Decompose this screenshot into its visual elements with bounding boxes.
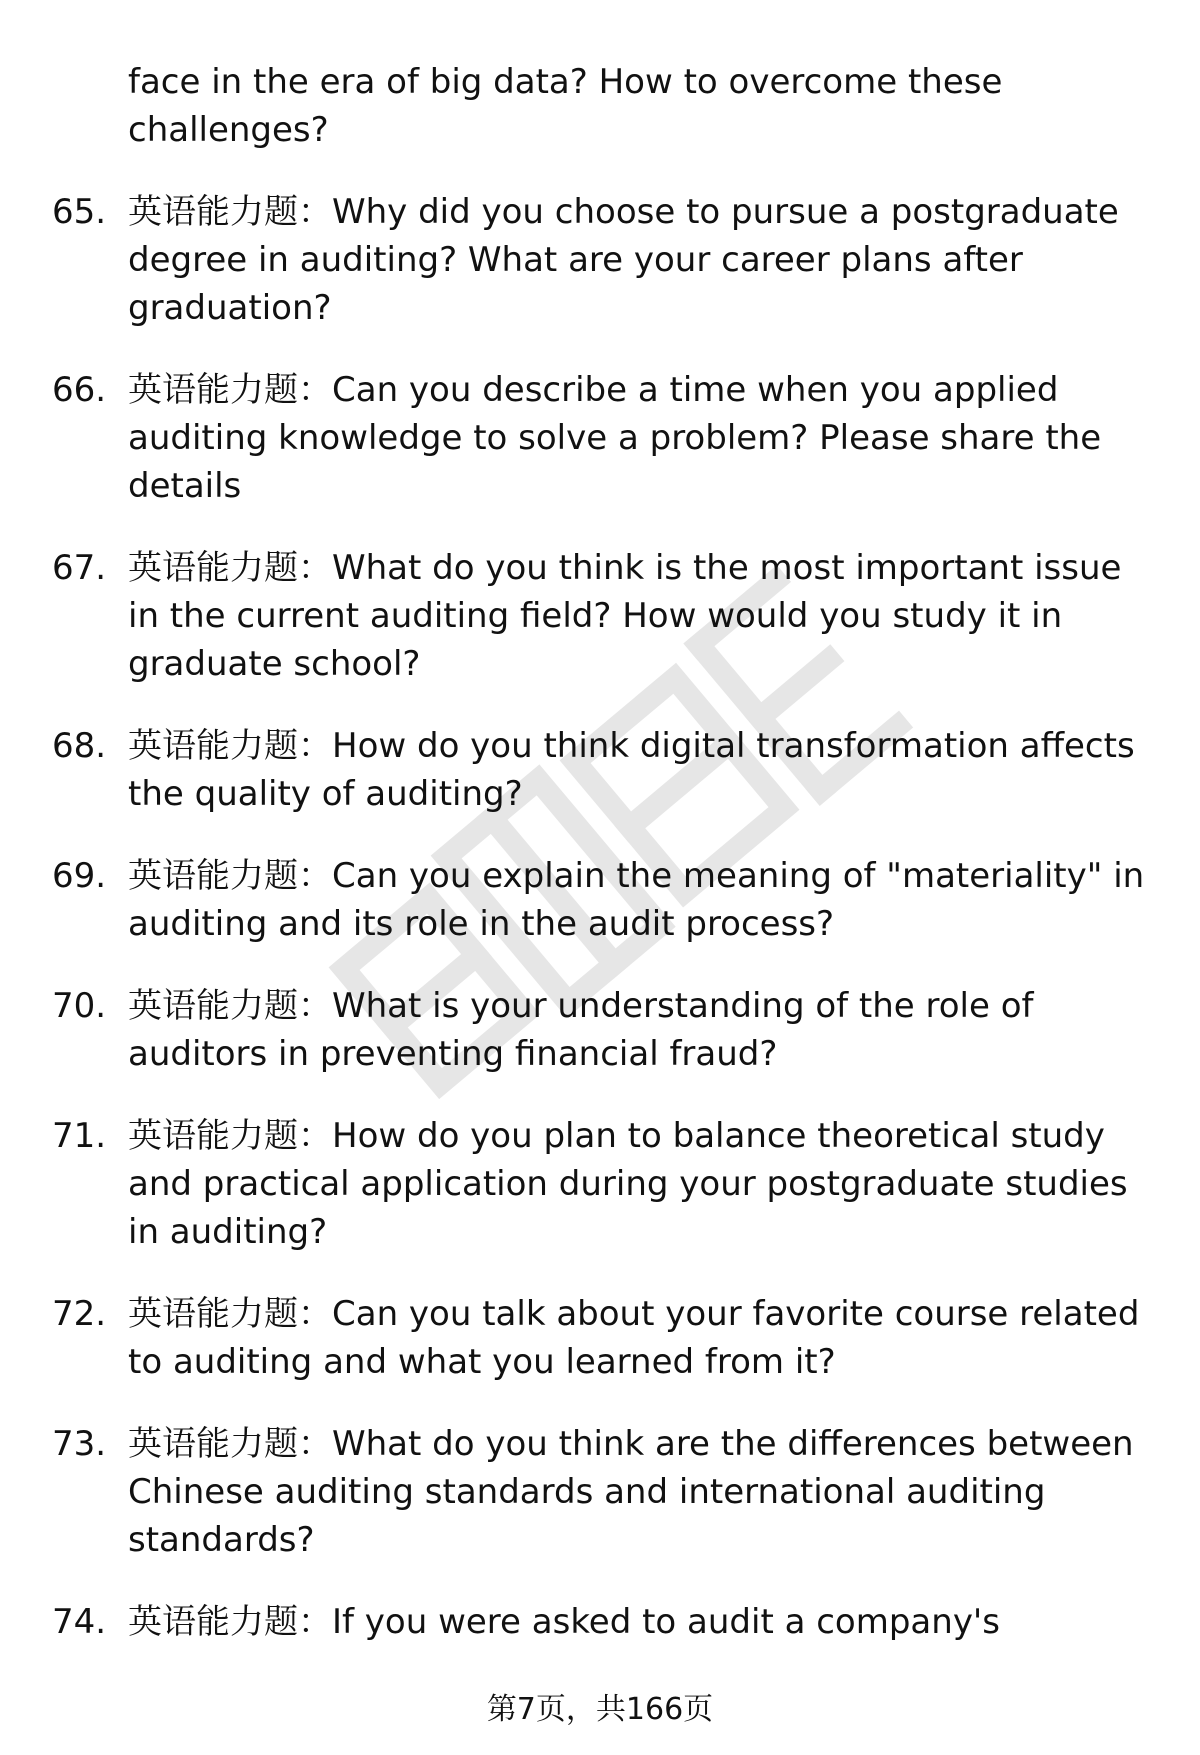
question-text: If you were asked to audit a company's: [332, 1602, 1000, 1642]
question-text: Can you talk about your favorite course related to auditing and what you learned from it?: [128, 1294, 1140, 1382]
question-number: 71.: [52, 1116, 107, 1156]
question-item: [52, 544, 1162, 688]
question-category: 英语能力题：: [128, 1294, 332, 1334]
continued-question-text: face in the era of big data? How to overcome these challenges?: [128, 62, 1003, 150]
question-number: 74.: [52, 1602, 107, 1642]
question-text: What do you think is the most important issue in the current auditing field? How would you study it in graduate school?: [128, 548, 1122, 684]
question-text: How do you think digital transformation affects the quality of auditing?: [128, 726, 1135, 814]
question-item: [52, 1420, 1162, 1564]
question-number: 70.: [52, 986, 107, 1026]
question-text: What do you think are the differences between Chinese auditing standards and international auditing standards?: [128, 1424, 1134, 1560]
question-number: 67.: [52, 548, 107, 588]
question-list: [52, 58, 1162, 1680]
question-category: 英语能力题：: [128, 1116, 332, 1156]
question-text: Can you explain the meaning of "materiality" in auditing and its role in the audit process?: [128, 856, 1145, 944]
question-text: How do you plan to balance theoretical study and practical application during your postgraduate studies in auditing?: [128, 1116, 1128, 1252]
question-item: [52, 366, 1162, 510]
question-category: 英语能力题：: [128, 1424, 332, 1464]
question-text: Why did you choose to pursue a postgraduate degree in auditing? What are your career plans after graduation?: [128, 192, 1119, 328]
question-number: 66.: [52, 370, 107, 410]
question-category: 英语能力题：: [128, 1602, 332, 1642]
question-category: 英语能力题：: [128, 726, 332, 766]
question-item: [52, 722, 1162, 818]
question-text: What is your understanding of the role of auditors in preventing financial fraud?: [128, 986, 1034, 1074]
question-item: [52, 852, 1162, 948]
question-number: 73.: [52, 1424, 107, 1464]
question-category: 英语能力题：: [128, 856, 332, 896]
question-item: [52, 1598, 1162, 1646]
question-number: 65.: [52, 192, 107, 232]
question-item: [52, 188, 1162, 332]
question-category: 英语能力题：: [128, 192, 332, 232]
question-category: 英语能力题：: [128, 370, 332, 410]
question-number: 72.: [52, 1294, 107, 1334]
question-number: 69.: [52, 856, 107, 896]
page-number-footer: 第7页，共166页: [486, 1692, 714, 1727]
question-item: [52, 1112, 1162, 1256]
question-category: 英语能力题：: [128, 986, 332, 1026]
question-item: [52, 982, 1162, 1078]
question-item: [52, 1290, 1162, 1386]
question-category: 英语能力题：: [128, 548, 332, 588]
question-number: 68.: [52, 726, 107, 766]
question-text: Can you describe a time when you applied auditing knowledge to solve a problem? Please share the details: [128, 370, 1102, 506]
